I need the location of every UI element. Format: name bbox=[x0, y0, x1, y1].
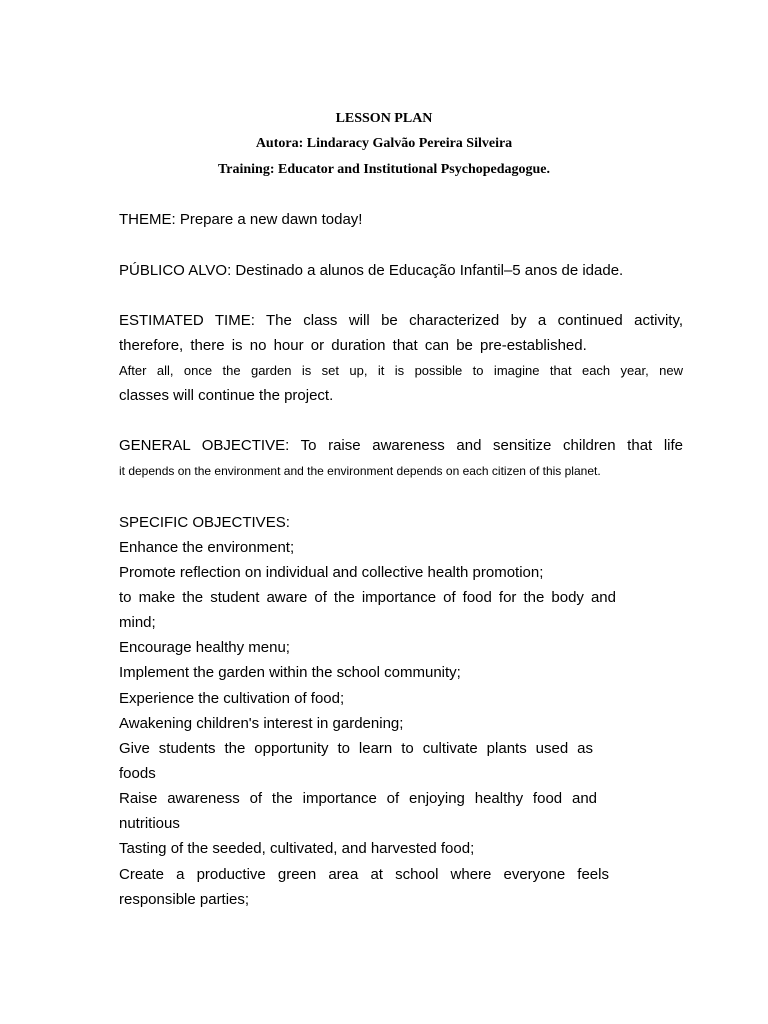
audience-line: PÚBLICO ALVO: Destinado a alunos de Educação Infantil–5 anos de idade. bbox=[119, 262, 624, 279]
general-objective-line-2: it depends on the environment and the environment depends on each citizen of this planet. bbox=[119, 464, 601, 478]
objective-item: Create a productive green area at school where everyone feels bbox=[119, 866, 609, 883]
estimated-time-line-3: After all, once the garden is set up, it is possible to imagine that each year, new bbox=[119, 363, 683, 378]
objective-item: Awakening children's interest in gardening; bbox=[119, 715, 404, 732]
theme-line: THEME: Prepare a new dawn today! bbox=[119, 211, 363, 228]
objective-item: mind; bbox=[119, 614, 156, 631]
objective-item: Implement the garden within the school community; bbox=[119, 664, 461, 681]
estimated-time-line-4: classes will continue the project. bbox=[119, 387, 334, 404]
objective-item: Experience the cultivation of food; bbox=[119, 690, 345, 707]
training-line: Training: Educator and Institutional Psychopedagogue. bbox=[217, 162, 551, 177]
estimated-time-line-2: therefore, there is no hour or duration that can be pre-established. bbox=[119, 337, 587, 354]
objective-item: responsible parties; bbox=[119, 891, 250, 908]
document-title: LESSON PLAN bbox=[335, 111, 433, 126]
objective-item: Tasting of the seeded, cultivated, and harvested food; bbox=[119, 840, 475, 857]
objective-item: Give students the opportunity to learn to cultivate plants used as bbox=[119, 740, 593, 757]
general-objective-line-1: GENERAL OBJECTIVE: To raise awareness and sensitize children that life bbox=[119, 437, 683, 454]
objective-item: nutritious bbox=[119, 815, 180, 832]
objective-item: to make the student aware of the importance of food for the body and bbox=[119, 589, 616, 606]
estimated-time-line-1: ESTIMATED TIME: The class will be characterized by a continued activity, bbox=[119, 312, 683, 329]
objective-item: foods bbox=[119, 765, 156, 782]
author-line: Autora: Lindaracy Galvão Pereira Silveira bbox=[255, 136, 513, 151]
objective-item: Enhance the environment; bbox=[119, 539, 295, 556]
objective-item: Raise awareness of the importance of enjoying healthy food and bbox=[119, 790, 597, 807]
specific-objectives-heading: SPECIFIC OBJECTIVES: bbox=[119, 514, 290, 531]
objective-item: Encourage healthy menu; bbox=[119, 639, 290, 656]
objective-item: Promote reflection on individual and collective health promotion; bbox=[119, 564, 544, 581]
